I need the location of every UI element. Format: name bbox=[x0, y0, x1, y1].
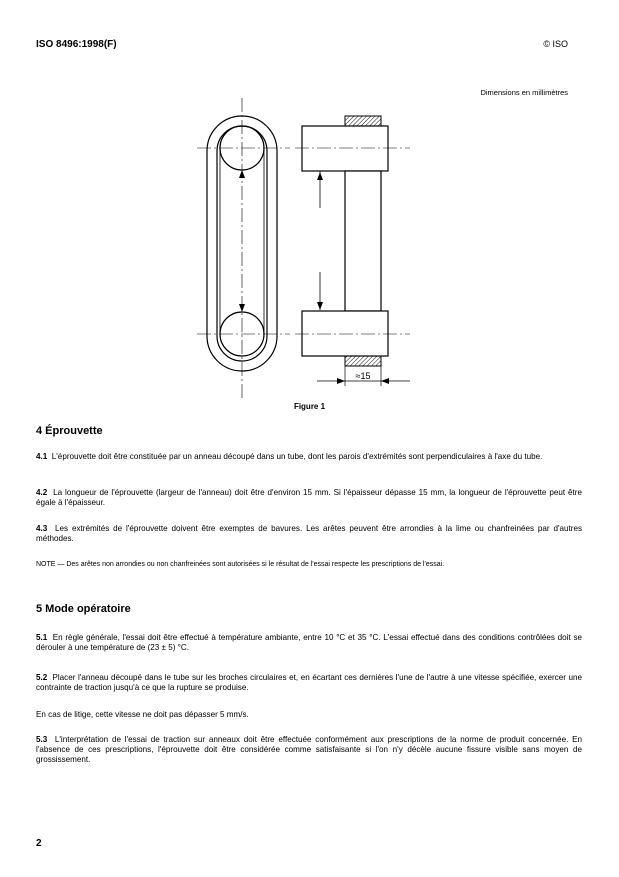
dimension-arrow-left bbox=[337, 378, 345, 384]
paragraph-text: Placer l'anneau découpé dans le tube sur les broches circulaires et, en écartant ces dernières l'une de l'autre à une vitesse spécifiée, exercer une contrainte de traction jusqu'à ce que la rupture se produise. bbox=[36, 673, 583, 692]
upper-ring-section-hatched bbox=[345, 116, 381, 126]
page-number: 2 bbox=[36, 838, 42, 849]
paragraph-number: 4.3 bbox=[36, 524, 48, 533]
paragraph-text: En règle générale, l'essai doit être effectué à température ambiante, entre 10 °C et 35 °C. L'essai effectué dans des conditions contrôlées doit se dérouler à une température de (23 ± 5) °C. bbox=[36, 633, 582, 652]
paragraph-text: Les extrémités de l'éprouvette doivent être exemptes de bavures. Les arêtes peuvent être arrondies à la lime ou chanfreinées par d'autres méthodes. bbox=[36, 524, 582, 543]
paragraph-5-2b: En cas de litige, cette vitesse ne doit pas dépasser 5 mm/s. bbox=[36, 710, 249, 719]
paragraph-5-3 bbox=[36, 735, 582, 765]
paragraph-number: 5.1 bbox=[36, 633, 48, 642]
paragraph-text: L'interprétation de l'essai de traction sur anneaux doit être effectuée conformément aux prescriptions de la norme de produit concernée. En l'absence de ces prescriptions, l'éprouvette doit être considérée comme satisfaisante si l'on n'y décèle aucune fissure visible sans moyen de grossissement. bbox=[36, 735, 583, 764]
ring-side-body bbox=[345, 171, 381, 311]
upper-pin-block bbox=[302, 126, 388, 171]
paragraph-4-2 bbox=[36, 488, 582, 508]
dimension-arrow-right bbox=[381, 378, 389, 384]
section-4-title: 4 Éprouvette bbox=[36, 425, 103, 437]
paragraph-5-1 bbox=[36, 633, 582, 653]
note-4: NOTE — Des arêtes non arrondies ou non chanfreinées sont autorisées si le résultat de l'essai respecte les prescriptions de l'essai. bbox=[36, 561, 445, 568]
section-5-title: 5 Mode opératoire bbox=[36, 603, 131, 615]
figure-caption: Figure 1 bbox=[293, 402, 326, 411]
arrow-down bbox=[239, 304, 245, 312]
lower-ring-section-hatched bbox=[345, 356, 381, 366]
paragraph-number: 4.2 bbox=[36, 488, 48, 497]
force-arrow-up bbox=[317, 172, 323, 180]
paragraph-text: L'éprouvette doit être constituée par un anneau découpé dans un tube, dont les parois d'extrémités sont perpendiculaires à l'axe du tube. bbox=[51, 452, 543, 461]
ring-side-view bbox=[295, 116, 410, 386]
dimensions-note: Dimensions en millimètres bbox=[480, 88, 568, 97]
standard-reference: ISO 8496:1998(F) bbox=[36, 39, 117, 50]
lower-pin-block bbox=[302, 311, 388, 356]
paragraph-number: 4.1 bbox=[36, 452, 48, 461]
dimension-label: ≈15 bbox=[355, 371, 371, 381]
copyright-mark: © ISO bbox=[543, 39, 568, 49]
arrow-up bbox=[239, 170, 245, 178]
force-arrow-down bbox=[317, 302, 323, 310]
figure-1-drawing bbox=[185, 98, 415, 398]
ring-front-view bbox=[197, 98, 290, 398]
paragraph-text: La longueur de l'éprouvette (largeur de l'anneau) doit être d'environ 15 mm. Si l'épaisseur dépasse 15 mm, la longueur de l'éprouvette peut être égale à l'épaisseur. bbox=[36, 488, 582, 507]
paragraph-4-1 bbox=[36, 452, 582, 462]
paragraph-4-3 bbox=[36, 524, 582, 544]
paragraph-number: 5.3 bbox=[36, 735, 48, 744]
paragraph-number: 5.2 bbox=[36, 673, 48, 682]
paragraph-5-2 bbox=[36, 673, 582, 693]
